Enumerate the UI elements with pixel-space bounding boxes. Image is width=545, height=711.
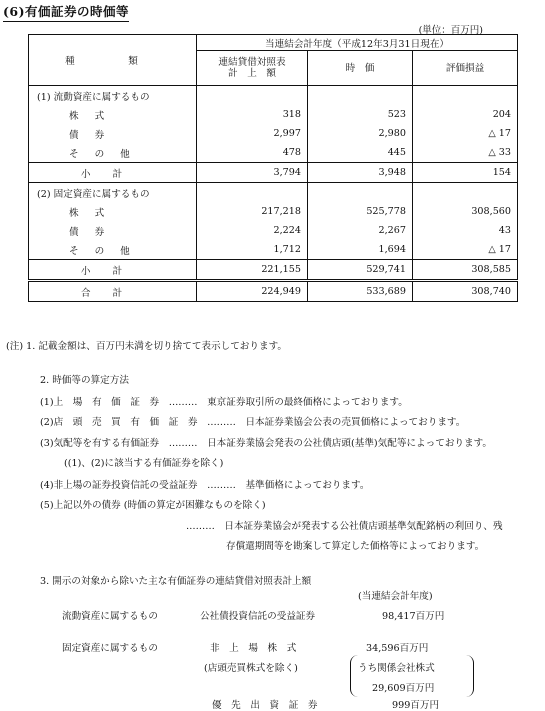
- row-kind: その他: [29, 143, 197, 163]
- valuation-diff: △ 17: [413, 240, 518, 260]
- table-row: [29, 124, 518, 143]
- market-value: 445: [308, 143, 413, 163]
- note-2-item-4: (4)非上場の証券投資信託の受益証券 ……… 基準価格によっております。: [40, 480, 370, 491]
- valuation-diff: 308,560: [413, 202, 518, 221]
- market-value: 3,948: [308, 163, 413, 183]
- total-row: [29, 281, 518, 302]
- market-value-header: 時 価: [308, 51, 413, 86]
- book-value: 318: [197, 105, 308, 124]
- note-3-fixed-label: 固定資産に属するもの: [62, 643, 158, 654]
- table-row: [29, 240, 518, 260]
- valuation-diff: 204: [413, 105, 518, 124]
- row-kind: 債券: [29, 124, 197, 143]
- row-kind: 債券: [29, 221, 197, 240]
- table-row: [29, 105, 518, 124]
- market-value: 2,980: [308, 124, 413, 143]
- book-value: 221,155: [197, 260, 308, 281]
- valuation-diff-header: 評価損益: [413, 51, 518, 86]
- valuation-diff: 43: [413, 221, 518, 240]
- note-3-period: (当連結会計年度): [358, 591, 433, 602]
- note-3-fixed-sub: (店頭売買株式を除く): [204, 663, 298, 674]
- table-row: [29, 86, 518, 106]
- note-3-current-label: 流動資産に属するもの: [62, 611, 158, 622]
- valuation-diff: 308,585: [413, 260, 518, 281]
- subtotal-label: 小計: [29, 163, 197, 183]
- note-2-item-5-detail: ……… 日本証券業協会が発表する公社債店頭基準気配銘柄の利回り、残: [186, 521, 503, 532]
- securities-table: [28, 34, 518, 302]
- kind-header: 種 類: [29, 35, 197, 86]
- market-value: 529,741: [308, 260, 413, 281]
- valuation-diff: 308,740: [413, 281, 518, 302]
- note-3-current-value: 98,417百万円: [382, 611, 445, 622]
- row-kind: 株式: [29, 105, 197, 124]
- note-3-preferred-item: 優 先 出 資 証 券: [212, 700, 318, 711]
- market-value: 1,694: [308, 240, 413, 260]
- valuation-diff: △ 33: [413, 143, 518, 163]
- section-title: (6)有価証券の時価等: [3, 2, 129, 22]
- valuation-diff: 154: [413, 163, 518, 183]
- book-value: 478: [197, 143, 308, 163]
- valuation-diff: △ 17: [413, 124, 518, 143]
- note-3-preferred-value: 999百万円: [392, 700, 440, 711]
- fixed-assets-group: (2) 固定資産に属するもの: [29, 183, 197, 203]
- total-label: 合計: [29, 281, 197, 302]
- note-2-heading: 2. 時価等の算定方法: [40, 375, 129, 386]
- current-assets-group: (1) 流動資産に属するもの: [29, 86, 197, 106]
- book-value: 2,224: [197, 221, 308, 240]
- note-1: (注) 1. 記載金額は、百万円未満を切り捨てて表示しております。: [6, 341, 288, 352]
- note-2-item-2: (2)店 頭 売 買 有 価 証 券 ……… 日本証券業協会公表の売買価格によっております。: [40, 417, 466, 428]
- book-value: 1,712: [197, 240, 308, 260]
- table-row: [29, 221, 518, 240]
- note-3-heading: 3. 開示の対象から除いた主な有価証券の連結貸借対照表計上額: [40, 576, 312, 587]
- market-value: 523: [308, 105, 413, 124]
- table-row: [29, 202, 518, 221]
- row-kind: その他: [29, 240, 197, 260]
- book-value-header: 連結貸借対照表 計 上 額: [197, 51, 308, 86]
- note-3-current-item: 公社債投資信託の受益証券: [200, 611, 316, 622]
- market-value: 525,778: [308, 202, 413, 221]
- table-row: [29, 183, 518, 203]
- subtotal-row: [29, 163, 518, 183]
- note-3-fixed-value: 34,596百万円: [366, 643, 429, 654]
- row-kind: 株式: [29, 202, 197, 221]
- note-2-item-1: (1)上 場 有 価 証 券 ……… 東京証券取引所の最終価格によっております。: [40, 397, 408, 408]
- book-value: 217,218: [197, 202, 308, 221]
- note-2-item-3-sub: ((1)、(2)に該当する有価証券を除く): [64, 458, 224, 469]
- note-2-item-5: (5)上記以外の債券 (時価の算定が困難なものを除く): [40, 500, 266, 511]
- table-row: [29, 143, 518, 163]
- book-value: 3,794: [197, 163, 308, 183]
- note-3-affiliate-value: 29,609百万円: [372, 683, 435, 694]
- market-value: 533,689: [308, 281, 413, 302]
- book-value: 224,949: [197, 281, 308, 302]
- note-2-item-5-detail-cont: 存償還期間等を勘案して算定した価格等によっております。: [226, 541, 485, 552]
- unit-label: (単位：百万円): [418, 25, 483, 36]
- subtotal-label: 小計: [29, 260, 197, 281]
- note-3-affiliate-label: うち関係会社株式: [358, 663, 435, 674]
- subtotal-row: [29, 260, 518, 281]
- note-3-fixed-item: 非 上 場 株 式: [210, 643, 297, 654]
- period-header: 当連結会計年度（平成12年3月31日現在）: [197, 35, 518, 51]
- market-value: 2,267: [308, 221, 413, 240]
- book-value: 2,997: [197, 124, 308, 143]
- note-2-item-3: (3)気配等を有する有価証券 ……… 日本証券業協会発表の公社債店頭(基準)気配等によっております。: [40, 438, 493, 449]
